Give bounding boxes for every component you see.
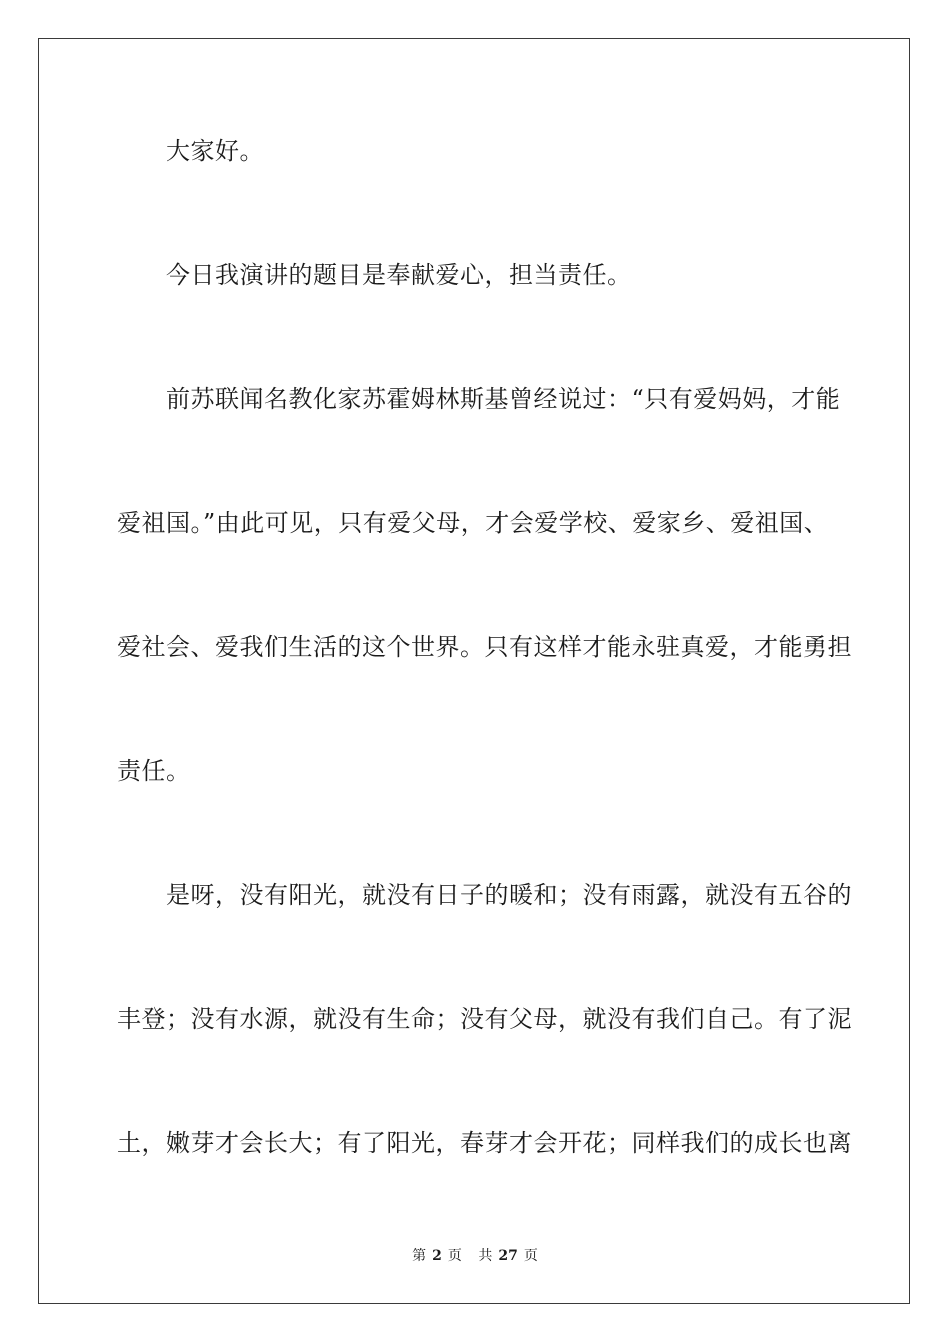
paragraph-line: 前苏联闻名教化家苏霍姆林斯基曾经说过：“只有爱妈妈，才能 xyxy=(166,385,841,413)
page-indicator xyxy=(409,1248,465,1264)
page-footer xyxy=(0,1247,950,1265)
paragraph-topic: 今日我演讲的题目是奉献爱心，担当责任。 xyxy=(166,261,632,289)
paragraph-line: 丰登；没有水源，就没有生命；没有父母，就没有我们自己。有了泥 xyxy=(117,1005,852,1033)
total-prefix: 共 xyxy=(478,1248,493,1264)
total-indicator xyxy=(475,1248,540,1264)
paragraph-line: 爱社会、爱我们生活的这个世界。只有这样才能永驻真爱，才能勇担 xyxy=(117,633,852,661)
page-border xyxy=(38,38,910,1304)
paragraph-line: 责任。 xyxy=(117,757,191,785)
total-suffix: 页 xyxy=(523,1248,538,1264)
page-number: 2 xyxy=(432,1248,442,1264)
total-pages: 27 xyxy=(498,1248,518,1264)
page-suffix: 页 xyxy=(447,1248,462,1264)
page-prefix: 第 xyxy=(412,1248,427,1264)
paragraph-line: 是呀，没有阳光，就没有日子的暖和；没有雨露，就没有五谷的 xyxy=(166,881,852,909)
paragraph-line: 土，嫩芽才会长大；有了阳光，春芽才会开花；同样我们的成长也离 xyxy=(117,1129,852,1157)
paragraph-greeting: 大家好。 xyxy=(166,137,264,165)
paragraph-line: 爱祖国。”由此可见，只有爱父母，才会爱学校、爱家乡、爱祖国、 xyxy=(117,509,829,537)
